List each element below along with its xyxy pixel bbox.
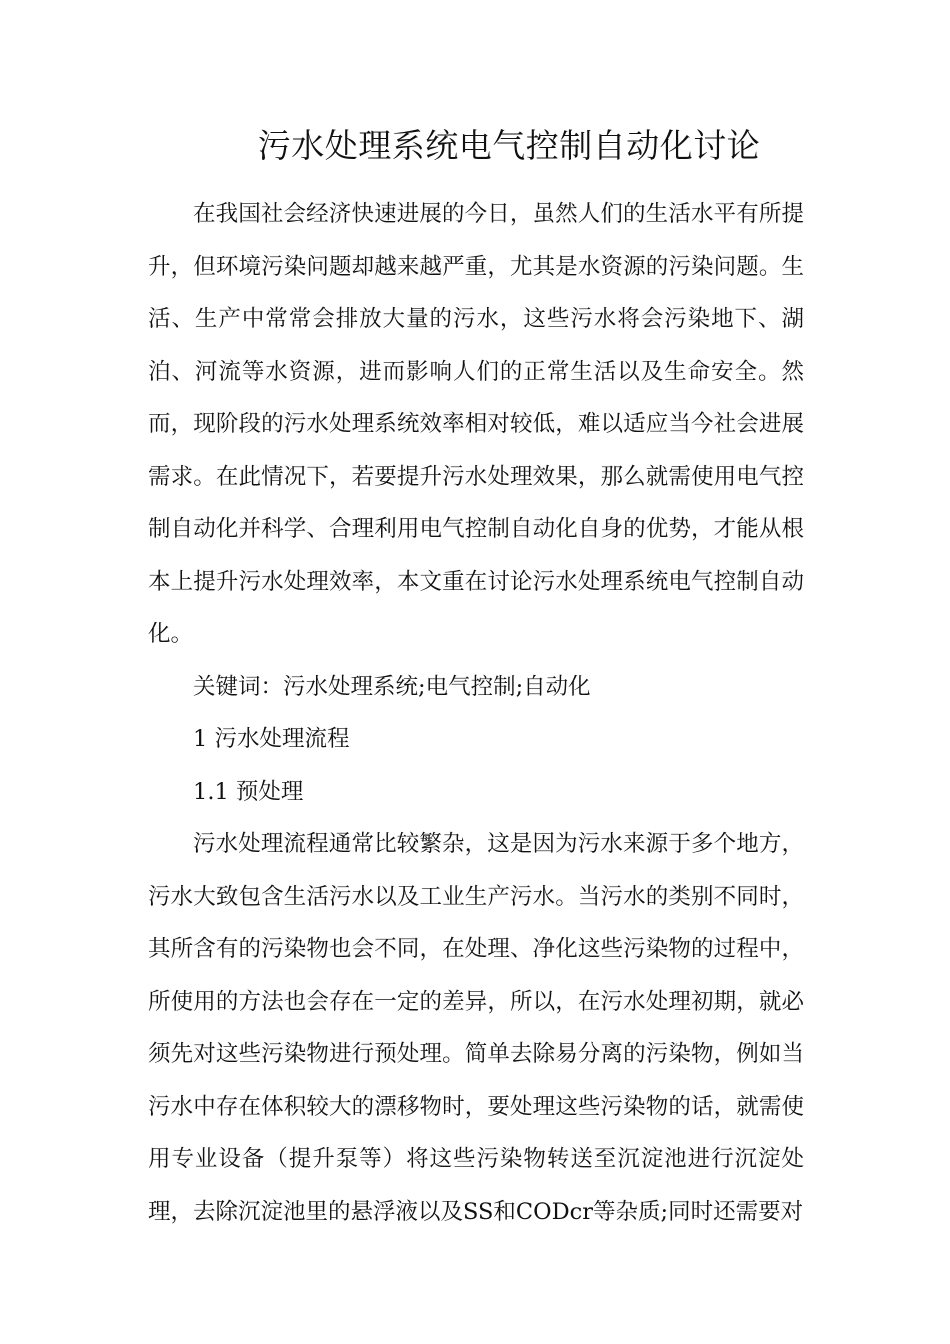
body-paragraph: 污水处理流程通常比较繁杂，这是因为污水来源于多个地方，污水大致包含生活污水以及工业生产污水。当污水的类别不同时，其所含有的污染物也会不同，在处理、净化这些污染物的过程中，所使用的方法也会存在一定的差异，所以，在污水处理初期，就必须先对这些污染物进行预处理。简单去除易分离的污染物，例如当污水中存在体积较大的漂移物时，要处理这些污染物的话，就需使用专业设备（提升泵等）将这些污染物转送至沉淀池进行沉淀处理，去除沉淀池里的悬浮液以及SS和CODcr等杂质;同时还需要对 <box>148 831 804 1225</box>
subsection-heading: 1.1 预处理 <box>193 778 304 805</box>
keywords-line: 关键词：污水处理系统;电气控制;自动化 <box>193 673 591 700</box>
section-heading: 1 污水处理流程 <box>193 726 350 752</box>
abstract-paragraph: 在我国社会经济快速进展的今日，虽然人们的生活水平有所提升，但环境污染问题却越来越严重，尤其是水资源的污染问题。生活、生产中常常会排放大量的污水，这些污水将会污染地下、湖泊、河流等水资源，进而影响人们的正常生活以及生命安全。然而，现阶段的污水处理系统效率相对较低，难以适应当今社会进展需求。在此情况下，若要提升污水处理效果，那么就需使用电气控制自动化并科学、合理利用电气控制自动化自身的优势，才能从根本上提升污水处理效率，本文重在讨论污水处理系统电气控制自动化。 <box>148 201 804 647</box>
document-title: 污水处理系统电气控制自动化讨论 <box>257 126 761 165</box>
document-body <box>148 188 804 1238</box>
